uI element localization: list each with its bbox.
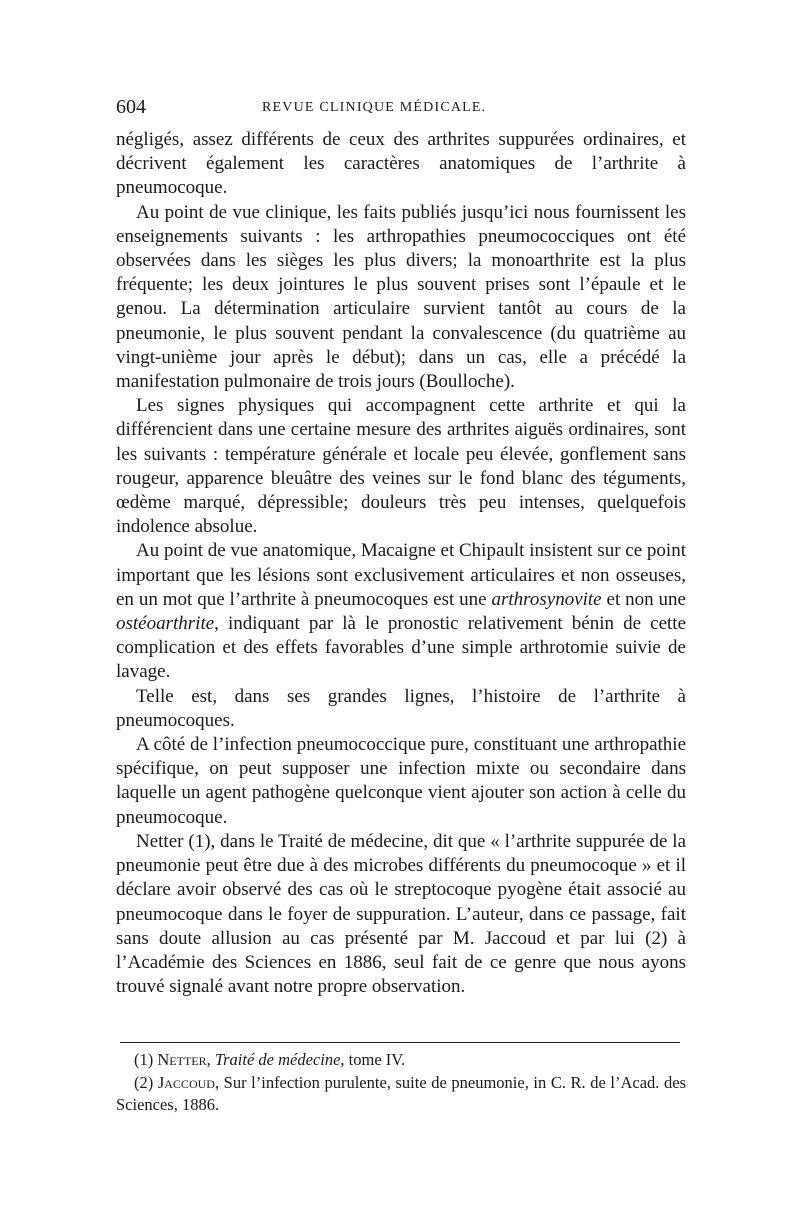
paragraph-4-text-2: et non une	[601, 588, 686, 610]
footnote-1-title: Traité de médecine	[214, 1050, 341, 1069]
page-header	[116, 96, 686, 122]
footnote-1-rest: , tome IV.	[340, 1050, 406, 1069]
paragraph-4	[116, 539, 686, 684]
paragraph-4-text-1: Au point de vue anatomique, Macaigne et Chipault insistent sur ce point important que les lésions sont exclusivement articulaires et non osseuses, en un mot que l’arthrite à pneumocoques est une	[116, 540, 686, 610]
paragraph-7: Netter (1), dans le Traité de médecine, dit que « l’arthrite suppurée de la pneumonie peut être due à des microbes différents du pneumocoque » et il déclare avoir observé des cas où le streptocoque pyogène était associé au pneumocoque dans le foyer de suppuration. L’auteur, dans ce passage, fait sans doute allusion au cas présenté par M. Jaccoud et par lui (2) à l’Académie des Sciences en 1886, seul fait de ce genre que nous ayons trouvé signalé avant notre propre observation.	[116, 830, 686, 998]
footnote-1-marker: (1)	[134, 1050, 154, 1069]
footnote-1	[116, 1049, 686, 1072]
footnote-1-author: Netter	[157, 1050, 207, 1069]
footnotes	[116, 1049, 686, 1117]
footnote-1-sep: ,	[206, 1050, 215, 1069]
paragraph-4-italic-1: arthrosynovite	[491, 588, 602, 610]
paragraph-6: A côté de l’infection pneumococcique pure, constituant une arthropathie spécifique, on peut supposer une infection mixte ou secondaire dans laquelle un agent pathogène quelconque vient ajouter son action à celle du pneumocoque.	[116, 734, 686, 828]
paragraph-2: Au point de vue clinique, les faits publiés jusqu’ici nous fournissent les enseignements suivants : les arthropathies pneumococciques ont été observées dans les sièges les plus divers; la monoarthrite est la plus fréquente; les deux jointures le plus souvent prises sont l’épaule et le genou. La détermination articulaire survient tantôt au cours de la pneumonie, le plus souvent pendant la convalescence (du quatrième au vingt-unième jour après le début); dans un cas, elle a précédé la manifestation pulmonaire de trois jours (Boulloche).	[116, 201, 686, 393]
paragraph-4-text-3: , indiquant par là le pronostic relativement bénin de cette complication et des effets favorables d’une simple arthrotomie suivie de lavage.	[116, 613, 686, 683]
page-number: 604	[116, 96, 146, 118]
paragraph-1: négligés, assez différents de ceux des arthrites suppurées ordinaires, et décrivent également les caractères anatomiques de l’arthrite à pneumocoque.	[116, 129, 686, 199]
paragraph-4-italic-2: ostéoarthrite	[116, 613, 215, 635]
footnote-2	[116, 1072, 686, 1117]
footnote-2-marker: (2)	[134, 1072, 154, 1092]
footnote-2-rest: , Sur l’infection purulente, suite de pneumonie, in C. R. de l’Acad. des Sciences, 1886.	[116, 1072, 687, 1114]
paragraph-5: Telle est, dans ses grandes lignes, l’histoire de l’arthrite à pneumocoques.	[116, 685, 686, 731]
running-title: REVUE CLINIQUE MÉDICALE.	[262, 100, 487, 115]
paragraph-3: Les signes physiques qui accompagnent cette arthrite et qui la différencient dans une certaine mesure des arthrites aiguës ordinaires, sont les suivants : température générale et locale peu élevée, gonflement sans rougeur, apparence bleuâtre des veines sur le fond blanc des téguments, œdème marqué, dépressible; douleurs très peu intenses, quelquefois indolence absolue.	[116, 395, 686, 538]
footnote-divider	[120, 1042, 680, 1043]
main-text	[116, 128, 686, 999]
footnote-2-author: Jaccoud	[157, 1072, 215, 1092]
